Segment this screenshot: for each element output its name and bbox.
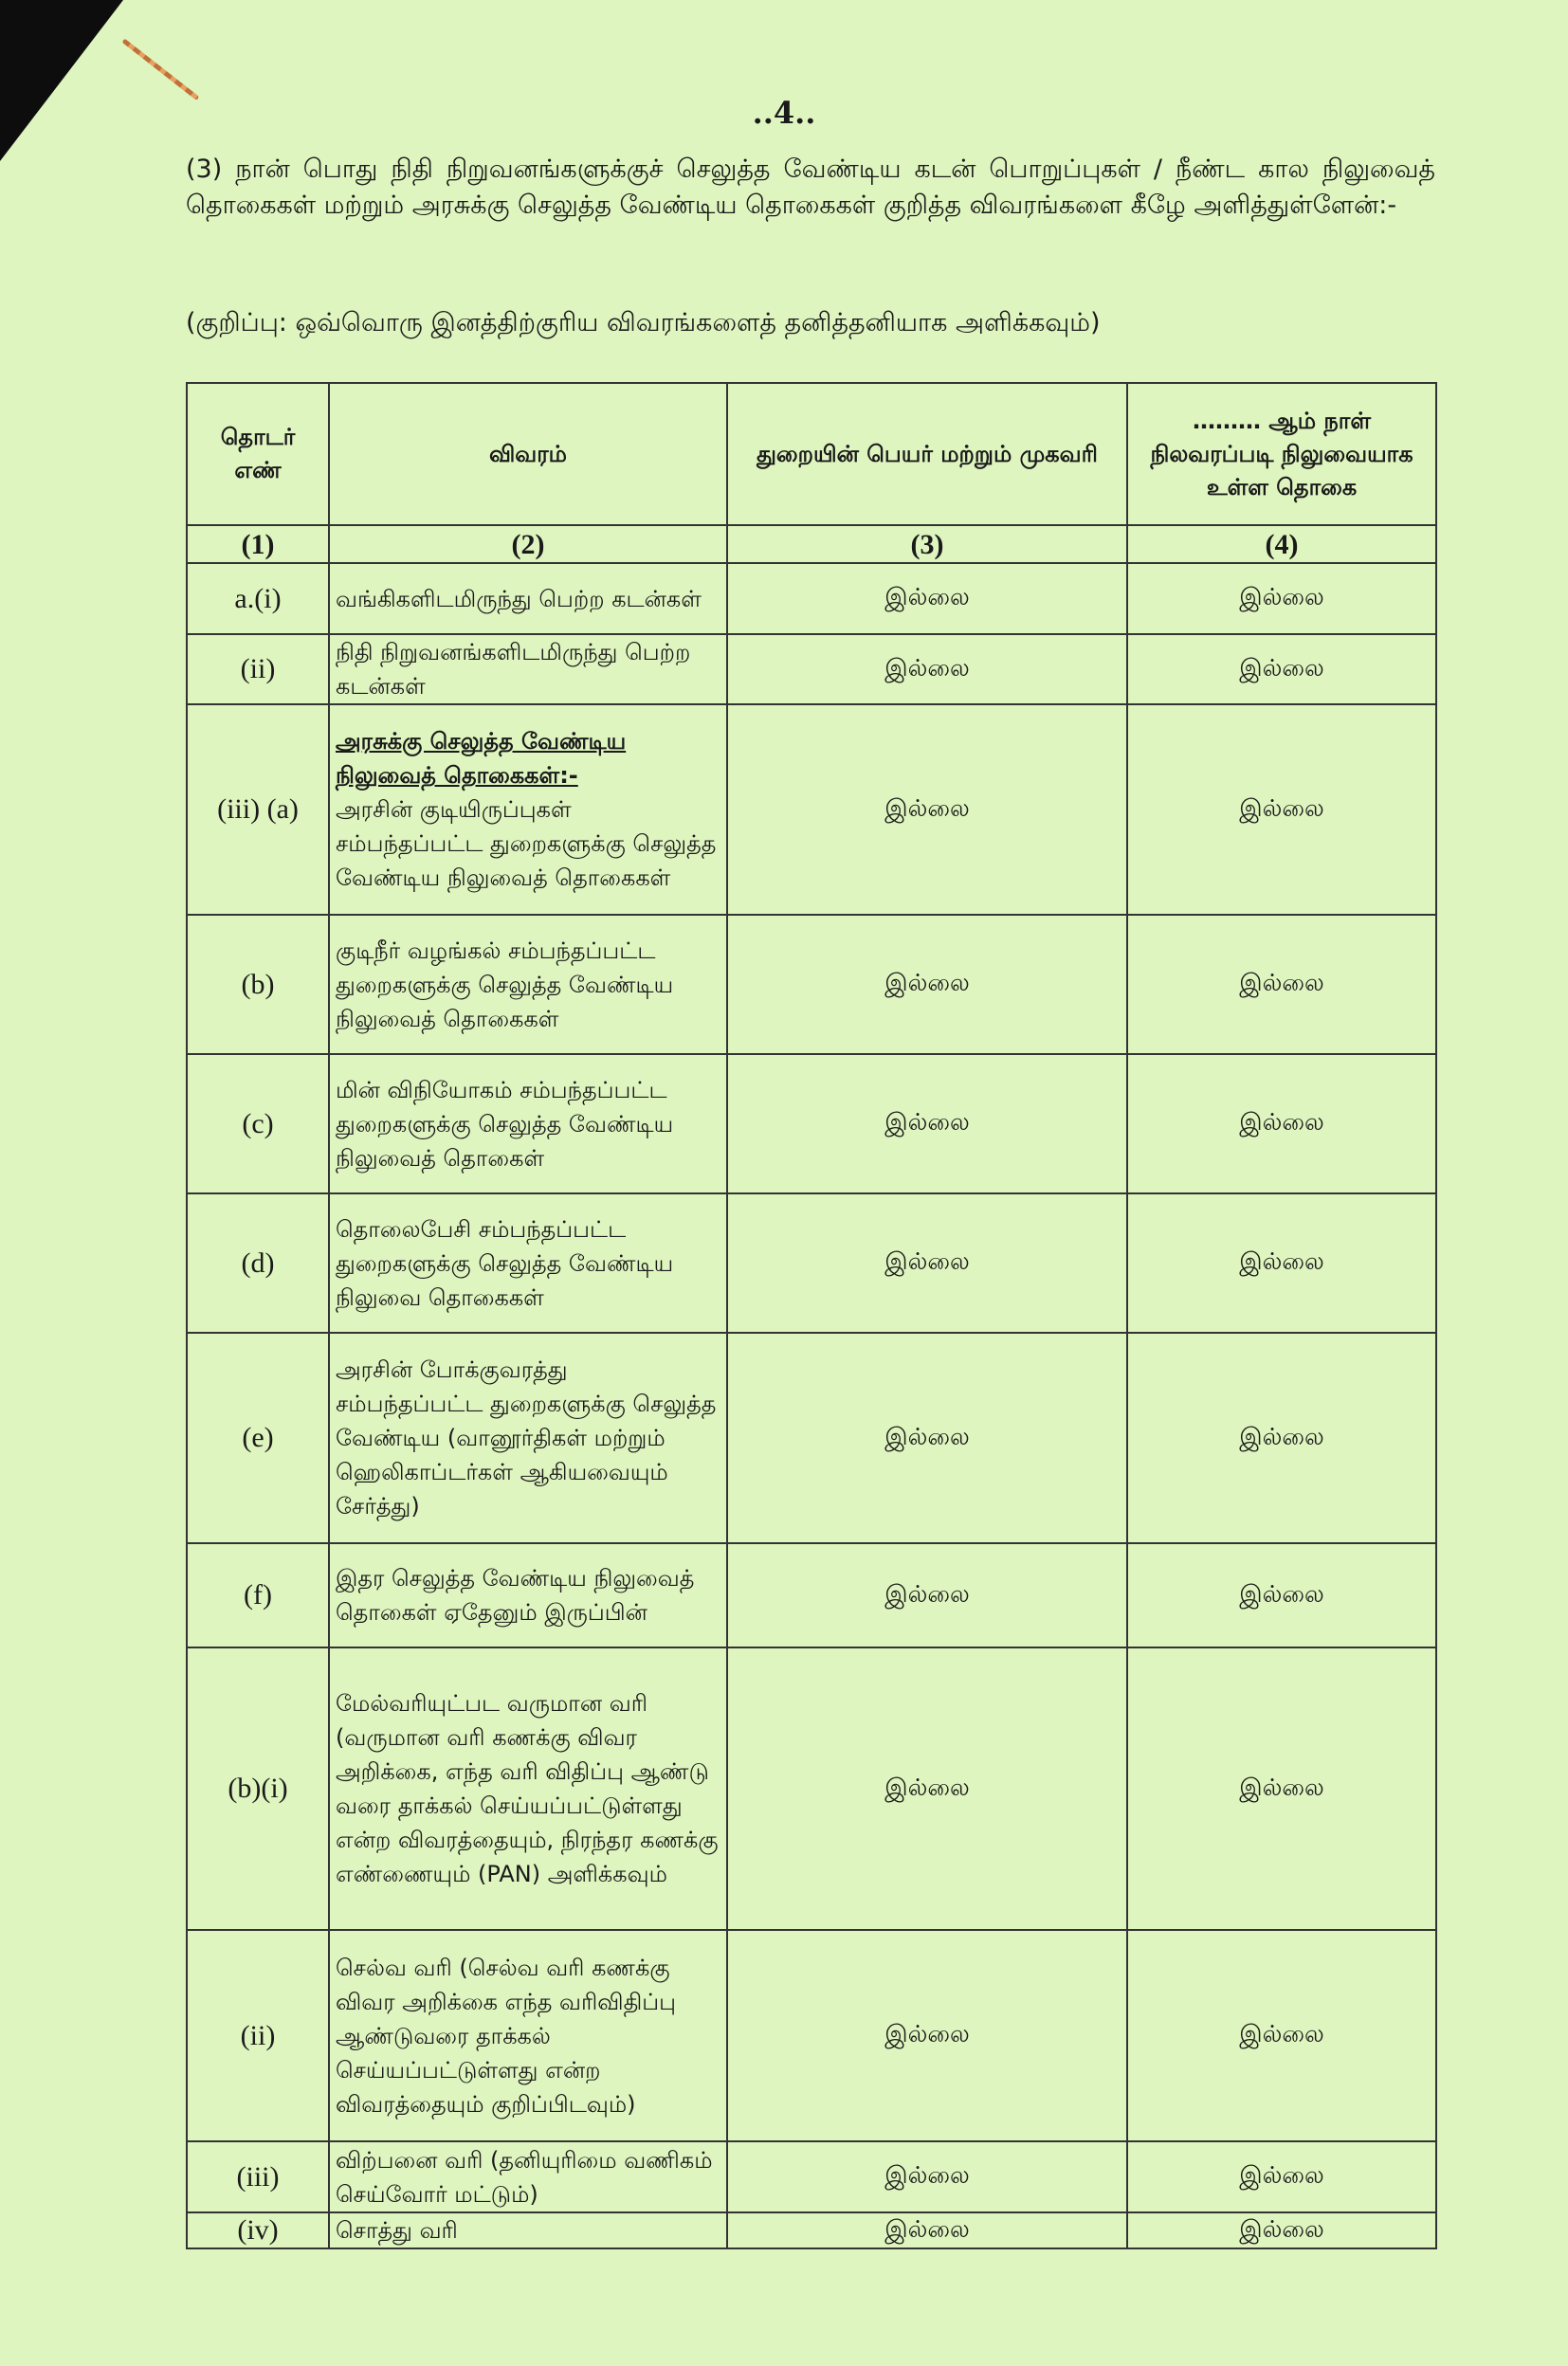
table-row: [187, 915, 1436, 1054]
serial-no-cell: a.(i): [187, 563, 329, 634]
details-subheading: அரசுக்கு செலுத்த வேண்டிய நிலுவைத் தொகைகள்:-: [336, 728, 627, 789]
serial-no-cell: (ii): [187, 1930, 329, 2141]
department-cell: இல்லை: [727, 915, 1127, 1054]
details-text: தொலைபேசி சம்பந்தப்பட்ட துறைகளுக்கு செலுத்த வேண்டிய நிலுவை தொகைகள்: [336, 1215, 674, 1311]
table-row: [187, 1193, 1436, 1333]
amount-cell: இல்லை: [1127, 1333, 1436, 1543]
binding-thread: [121, 39, 199, 101]
department-cell: இல்லை: [727, 1647, 1127, 1930]
table-row: [187, 1543, 1436, 1647]
department-cell: இல்லை: [727, 1930, 1127, 2141]
header-department: துறையின் பெயர் மற்றும் முகவரி: [727, 383, 1127, 525]
serial-no-cell: (f): [187, 1543, 329, 1647]
details-text: விற்பனை வரி (தனியுரிமை வணிகம் செய்வோர் மட்டும்): [336, 2146, 713, 2208]
details-text: அரசின் குடியிருப்புகள் சம்பந்தப்பட்ட துறைகளுக்கு செலுத்த வேண்டிய நிலுவைத் தொகைகள்: [336, 796, 717, 891]
department-cell: இல்லை: [727, 2212, 1127, 2248]
serial-no-cell: (d): [187, 1193, 329, 1333]
table-body: [187, 563, 1436, 2248]
amount-cell: இல்லை: [1127, 1193, 1436, 1333]
details-text: அரசின் போக்குவரத்து சம்பந்தப்பட்ட துறைகளுக்கு செலுத்த வேண்டிய (வானூர்திகள் மற்றும் ஹெலிகாப்டர்கள் ஆகியவையும் சேர்த்து): [336, 1356, 717, 1520]
serial-no-cell: (iv): [187, 2212, 329, 2248]
column-number-row: [187, 525, 1436, 563]
amount-cell: இல்லை: [1127, 1543, 1436, 1647]
details-cell: [329, 915, 727, 1054]
department-cell: இல்லை: [727, 1543, 1127, 1647]
details-cell: [329, 1930, 727, 2141]
table-row: [187, 1647, 1436, 1930]
serial-no-cell: (c): [187, 1054, 329, 1193]
details-text: நிதி நிறுவனங்களிடமிருந்து பெற்ற கடன்கள்: [336, 639, 691, 700]
amount-cell: இல்லை: [1127, 634, 1436, 704]
amount-cell: இல்லை: [1127, 915, 1436, 1054]
details-cell: [329, 1333, 727, 1543]
header-serial-no: தொடர் எண்: [187, 383, 329, 525]
details-cell: [329, 1647, 727, 1930]
department-cell: இல்லை: [727, 1193, 1127, 1333]
department-cell: இல்லை: [727, 1333, 1127, 1543]
details-cell: [329, 634, 727, 704]
table-row: [187, 1333, 1436, 1543]
details-text: இதர செலுத்த வேண்டிய நிலுவைத் தொகைள் ஏதேனும் இருப்பின்: [336, 1565, 695, 1626]
column-number: (1): [187, 525, 329, 563]
table-row: [187, 1054, 1436, 1193]
amount-cell: இல்லை: [1127, 1647, 1436, 1930]
column-number: (4): [1127, 525, 1436, 563]
details-text: செல்வ வரி (செல்வ வரி கணக்கு விவர அறிக்கை எந்த வரிவிதிப்பு ஆண்டுவரை தாக்கல் செய்யப்பட்டுள்ளது என்ற விவரத்தையும் குறிப்பிடவும்): [336, 1954, 676, 2118]
amount-cell: இல்லை: [1127, 563, 1436, 634]
department-cell: இல்லை: [727, 1054, 1127, 1193]
details-text: மேல்வரியுட்பட வருமான வரி (வருமான வரி கணக்கு விவர அறிக்கை, எந்த வரி விதிப்பு ஆண்டு வரை தாக்கல் செய்யப்பட்டுள்ளது என்ற விவரத்தையும், நிரந்தர கணக்கு எண்ணையும் (PAN) அளிக்கவும்: [336, 1690, 719, 1887]
table-row: [187, 704, 1436, 915]
serial-no-cell: (iii) (a): [187, 704, 329, 915]
details-text: வங்கிகளிடமிருந்து பெற்ற கடன்கள்: [336, 585, 702, 612]
department-cell: இல்லை: [727, 634, 1127, 704]
liabilities-table: [186, 382, 1437, 2249]
department-cell: இல்லை: [727, 563, 1127, 634]
table-row: [187, 634, 1436, 704]
amount-cell: இல்லை: [1127, 1054, 1436, 1193]
department-cell: இல்லை: [727, 2141, 1127, 2212]
column-number: (2): [329, 525, 727, 563]
department-cell: இல்லை: [727, 704, 1127, 915]
details-text: மின் விநியோகம் சம்பந்தப்பட்ட துறைகளுக்கு செலுத்த வேண்டிய நிலுவைத் தொகைள்: [336, 1076, 674, 1172]
serial-no-cell: (iii): [187, 2141, 329, 2212]
header-details: விவரம்: [329, 383, 727, 525]
details-cell: [329, 1054, 727, 1193]
header-amount-due: ……… ஆம் நாள் நிலவரப்படி நிலுவையாக உள்ள தொகை: [1127, 383, 1436, 525]
serial-no-cell: (e): [187, 1333, 329, 1543]
table-row: [187, 2141, 1436, 2212]
intro-paragraph: (3) நான் பொது நிதி நிறுவனங்களுக்குச் செலுத்த வேண்டிய கடன் பொறுப்புகள் / நீண்ட கால நிலுவைத் தொகைகள் மற்றும் அரசுக்கு செலுத்த வேண்டிய தொகைகள் குறித்த விவரங்களை கீழே அளித்துள்ளேன்:-: [186, 155, 1435, 220]
details-cell: [329, 704, 727, 915]
table-row: [187, 563, 1436, 634]
table-row: [187, 2212, 1436, 2248]
serial-no-cell: (ii): [187, 634, 329, 704]
details-cell: [329, 2141, 727, 2212]
table-row: [187, 1930, 1436, 2141]
details-cell: [329, 2212, 727, 2248]
details-cell: [329, 1193, 727, 1333]
amount-cell: இல்லை: [1127, 2141, 1436, 2212]
details-text: குடிநீர் வழங்கல் சம்பந்தப்பட்ட துறைகளுக்கு செலுத்த வேண்டிய நிலுவைத் தொகைகள்: [336, 937, 674, 1032]
page-number: ..4..: [752, 95, 816, 131]
amount-cell: இல்லை: [1127, 1930, 1436, 2141]
amount-cell: இல்லை: [1127, 704, 1436, 915]
table-header-row: [187, 383, 1436, 525]
note-paragraph: (குறிப்பு: ஒவ்வொரு இனத்திற்குரிய விவரங்களைத் தனித்தனியாக அளிக்கவும்): [186, 308, 1101, 337]
column-number: (3): [727, 525, 1127, 563]
details-cell: [329, 563, 727, 634]
serial-no-cell: (b): [187, 915, 329, 1054]
amount-cell: இல்லை: [1127, 2212, 1436, 2248]
details-text: சொத்து வரி: [336, 2217, 458, 2244]
details-cell: [329, 1543, 727, 1647]
dark-corner-fold: [0, 0, 123, 161]
serial-no-cell: (b)(i): [187, 1647, 329, 1930]
